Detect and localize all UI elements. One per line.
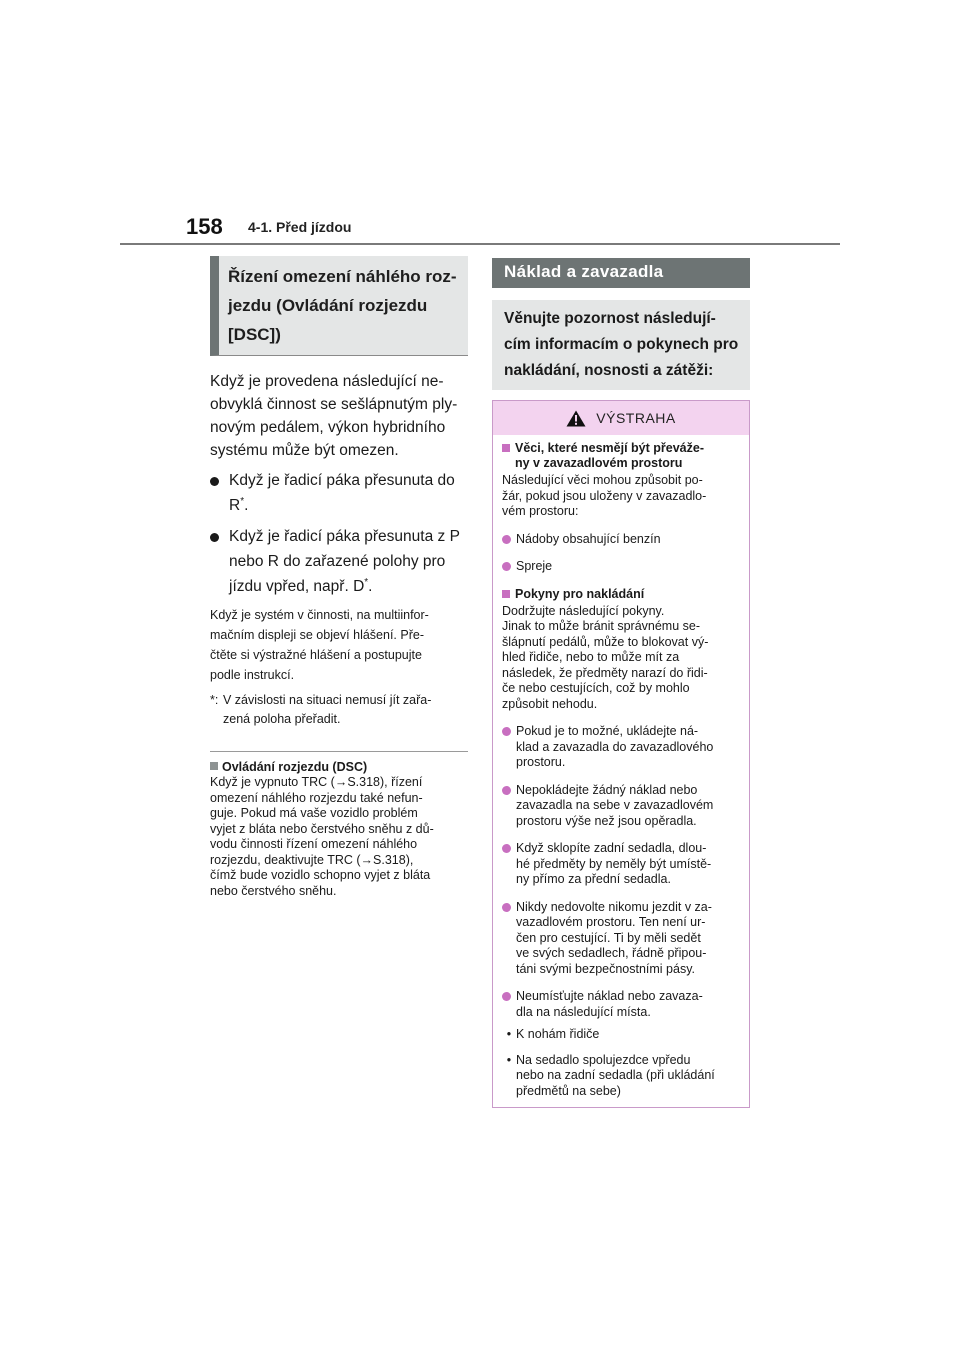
warning-text-line: Jinak to může bránit správnému se- [502, 619, 701, 633]
small-bullet-icon: • [506, 1052, 512, 1067]
bullet-text: Nádoby obsahující benzín [516, 531, 661, 546]
section-title-line: [DSC]) [228, 325, 281, 344]
page-number: 158 [186, 214, 223, 239]
bullet-line: Nepokládejte žádný náklad nebo [516, 782, 698, 797]
intro-line: obvyklá činnost se sešlápnutým ply- [210, 396, 458, 413]
bullet-line: prostoru výše než jsou opěradla. [516, 813, 697, 828]
warning-text-line: šlápnutí pedálů, může to blokovat vý- [502, 634, 709, 649]
warning-text-line: vém prostoru: [502, 504, 579, 518]
bullet-dot-icon [502, 535, 511, 544]
attention-box [492, 300, 750, 390]
bullet-dot-icon [502, 844, 511, 853]
warning-subtitle [502, 441, 740, 471]
bullet-line [229, 574, 468, 599]
sub-list-item [502, 1053, 740, 1100]
subsection-title [210, 759, 468, 775]
section-banner: Náklad a zavazadla [492, 258, 750, 288]
warning-text-line: následek, že předměty narazí do řidi- [502, 665, 708, 680]
header-divider [120, 243, 840, 245]
subsection-line: nebo čerstvého sněhu. [210, 883, 337, 898]
note-line: Když je systém v činnosti, na multiinfor- [210, 608, 429, 622]
list-item [502, 783, 740, 830]
bullet-line: klad a zavazadla do zavazadlového [516, 739, 714, 754]
warning-text-line: Dodržujte následující pokyny. [502, 603, 665, 618]
bullet-text: R [229, 497, 241, 514]
section-divider [210, 751, 468, 752]
section-title-line: jezdu (Ovládání rozjezdu [228, 296, 428, 315]
square-bullet-icon [502, 444, 510, 452]
bullet-dot-icon [210, 477, 219, 486]
list-item [502, 724, 740, 771]
section-title [210, 256, 468, 356]
attention-line: Věnujte pozornost následují- [504, 310, 716, 327]
list-item [502, 532, 740, 548]
subsection-line: vodu činnosti řízení omezení náhlého [210, 837, 418, 851]
bullet-line: prostoru. [516, 755, 566, 769]
attention-line: cím informacím o pokynech pro [504, 336, 739, 353]
list-item [210, 524, 468, 599]
bullet-line: čen pro cestující. Ti by měli sedět [516, 930, 701, 945]
bullet-line: dla na následující místa. [516, 1004, 651, 1019]
condition-list [210, 468, 468, 599]
asterisk-mark: * [364, 576, 369, 588]
warning-subtitle [502, 587, 740, 602]
bullet-line: nebo R do zařazené polohy pro [229, 553, 446, 570]
bullet-line: Když je řadicí páka přesunuta z P [229, 528, 460, 545]
bullet-line: vazadlovém prostoru. Ten není ur- [516, 915, 706, 929]
bullet-text: jízdu vpřed, např. D [229, 578, 365, 595]
warning-body [493, 441, 749, 1099]
intro-line: novým pedálem, výkon hybridního [210, 419, 446, 436]
bullet-line: hé předměty by neměly být umístě- [516, 856, 712, 871]
section-reference: 4-1. Před jízdou [248, 219, 352, 235]
subsection-title-text: Ovládání rozjezdu (DSC) [222, 760, 368, 774]
warning-text-line: Následující věci mohou způsobit po- [502, 473, 703, 487]
subsection-line: rozjezdu, deaktivujte TRC (→S.318), [210, 852, 414, 867]
bullet-dot-icon [502, 727, 511, 736]
warning-subtitle-line: Věci, které nesmějí být převáže- [515, 441, 704, 455]
warning-text-line: če nebo cestujících, což by mohlo [502, 681, 690, 695]
subsection-line: Když je vypnuto TRC (→S.318), řízení [210, 775, 423, 789]
right-column [492, 258, 750, 1108]
warning-text-line: žár, pokud jsou uloženy v zavazadlo- [502, 488, 707, 503]
bullet-line: zavazadla na sebe v zavazadlovém [516, 798, 714, 812]
subsection-text [210, 775, 468, 899]
left-column [210, 256, 468, 899]
sub-list-line: nebo na zadní sedadla (při ukládání [516, 1068, 715, 1082]
footnote [210, 691, 468, 729]
section-title-line: Řízení omezení náhlého roz- [228, 267, 457, 286]
period: . [244, 497, 249, 514]
square-bullet-icon [210, 762, 218, 770]
list-item [210, 468, 468, 518]
bullet-text: Spreje [516, 559, 553, 573]
sub-list-item [502, 1027, 740, 1043]
warning-subtitle-line: ny v zavazadlovém prostoru [515, 456, 683, 470]
bullet-dot-icon [210, 533, 219, 542]
subsection-line: čímž bude vozidlo schopno vyjet z bláta [210, 868, 431, 882]
warning-subtitle-line: Pokyny pro nakládání [515, 586, 645, 601]
bullet-line [229, 493, 468, 518]
bullet-line: Když je řadicí páka přesunuta do [229, 472, 455, 489]
sub-list-text: K nohám řidiče [516, 1027, 600, 1041]
bullet-line: Nikdy nedovolte nikomu jezdit v za- [516, 899, 712, 914]
list-item [502, 989, 740, 1020]
warning-text [502, 473, 740, 520]
attention-line: nakládání, nosnosti a zátěži: [504, 362, 714, 379]
note-line: podle instrukcí. [210, 668, 295, 682]
warning-header [493, 401, 749, 435]
intro-line: systému může být omezen. [210, 442, 399, 459]
list-item [502, 559, 740, 575]
warning-title: VÝSTRAHA [596, 410, 676, 426]
warning-text-line: hled řidiče, nebo to může mít za [502, 650, 680, 664]
warning-triangle-icon [566, 410, 586, 427]
intro-paragraph [210, 370, 468, 462]
note-paragraph [210, 605, 468, 685]
bullet-line: Neumísťujte náklad nebo zavaza- [516, 989, 703, 1003]
intro-line: Když je provedena následující ne- [210, 373, 444, 390]
bullet-line: ny přímo za přední sedadla. [516, 872, 671, 886]
bullet-line: Pokud je to možné, ukládejte ná- [516, 724, 699, 738]
subsection-line: omezení náhlého rozjezdu také nefun- [210, 790, 423, 805]
asterisk-mark: * [240, 495, 245, 507]
warning-text [502, 604, 740, 713]
bullet-dot-icon [502, 786, 511, 795]
list-item [502, 841, 740, 888]
bullet-line: Když sklopíte zadní sedadla, dlou- [516, 841, 707, 855]
small-bullet-icon: • [506, 1027, 512, 1041]
footnote-line: zená poloha přeřadit. [223, 712, 341, 726]
footnote-mark: *: [210, 693, 219, 707]
warning-box [492, 400, 750, 1108]
bullet-dot-icon [502, 562, 511, 571]
list-item [502, 900, 740, 978]
note-line: čtěte si výstražné hlášení a postupujte [210, 648, 422, 662]
bullet-line: táni svými bezpečnostními pásy. [516, 961, 696, 976]
square-bullet-icon [502, 590, 510, 598]
subsection-line: guje. Pokud má vaše vozidlo problém [210, 806, 418, 820]
period: . [368, 578, 373, 595]
footnote-line: V závislosti na situaci nemusí jít zařa- [223, 693, 432, 707]
bullet-dot-icon [502, 903, 511, 912]
sub-list-line: předmětů na sebe) [516, 1083, 621, 1098]
sub-list-line: Na sedadlo spolujezdce vpředu [516, 1052, 691, 1067]
bullet-line: ve svých sedadlech, řádně připou- [516, 946, 707, 960]
bullet-dot-icon [502, 992, 511, 1001]
warning-text-line: způsobit nehodu. [502, 696, 598, 711]
note-line: mačním displeji se objeví hlášení. Pře- [210, 628, 424, 642]
subsection-line: vyjet z bláta nebo čerstvého sněhu z dů- [210, 821, 434, 836]
